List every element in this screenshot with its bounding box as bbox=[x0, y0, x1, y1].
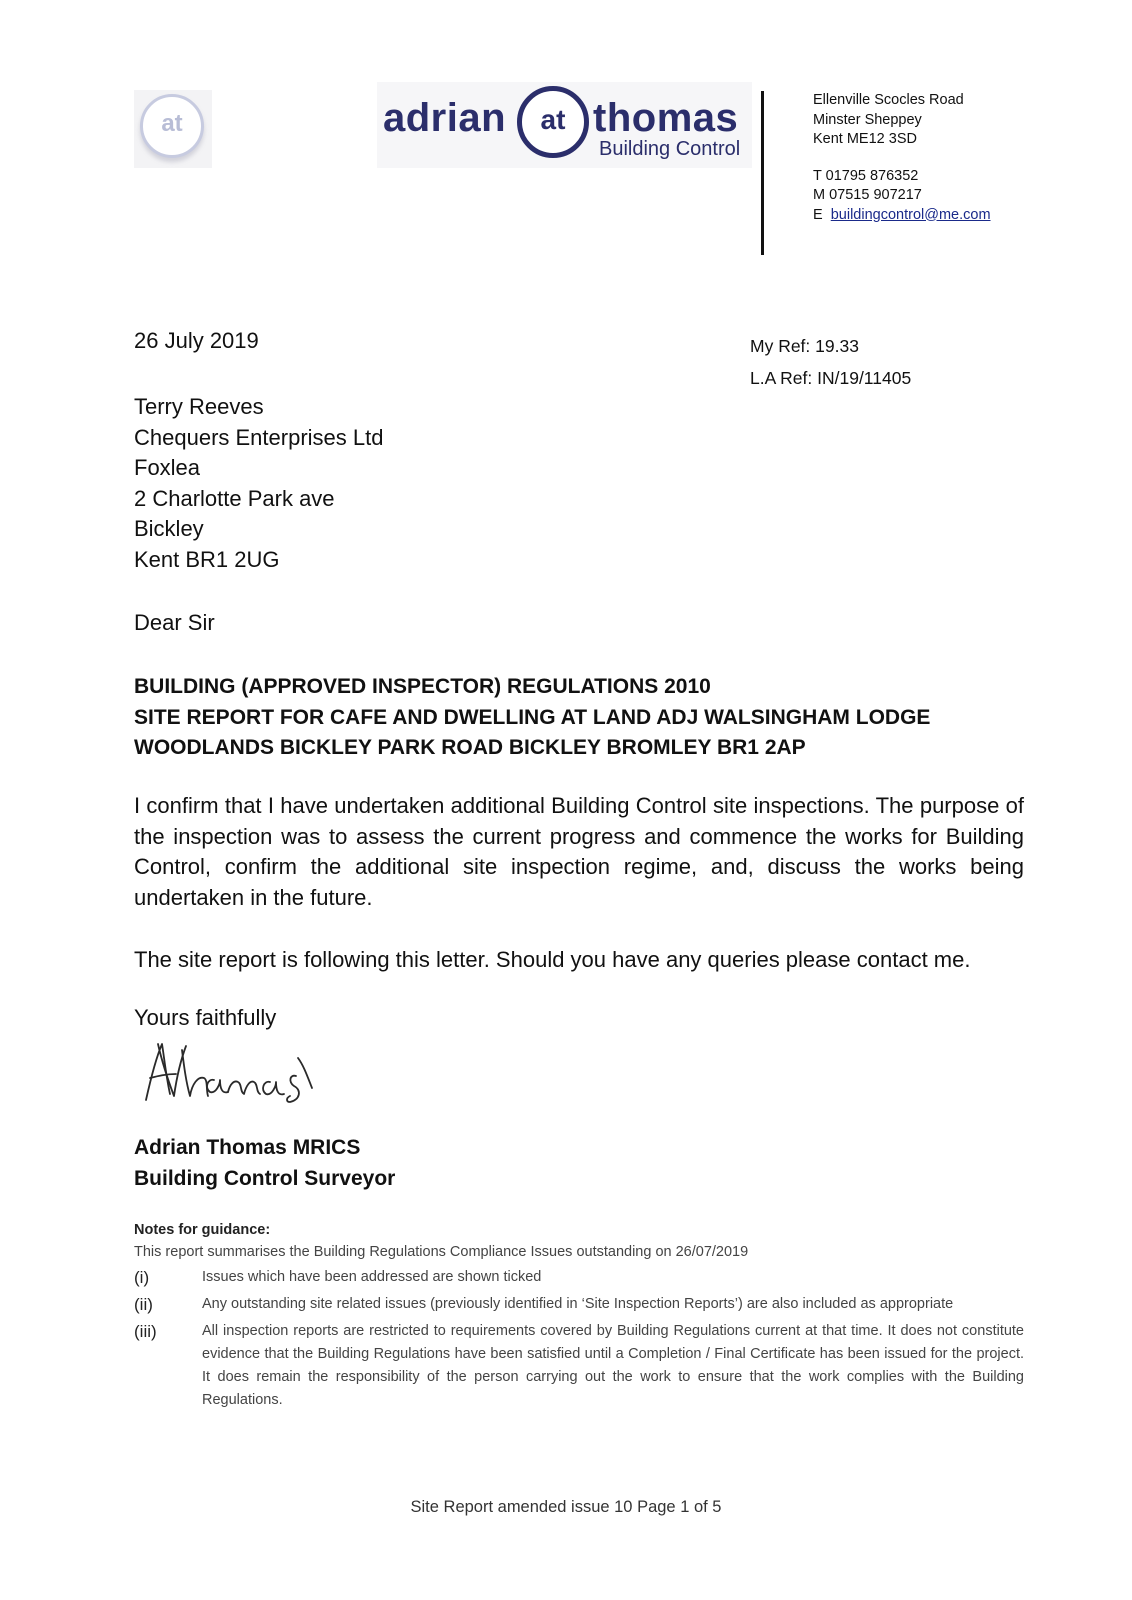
signatory-name: Adrian Thomas MRICS bbox=[134, 1136, 361, 1159]
my-ref: My Ref: 19.33 bbox=[750, 336, 859, 356]
logo-mark-text: at bbox=[540, 104, 566, 135]
recipient-line: Bickley bbox=[134, 516, 204, 541]
company-logo bbox=[377, 82, 752, 168]
notes-item-number: (i) bbox=[134, 1268, 150, 1287]
notes-item bbox=[134, 1320, 1024, 1412]
notes-item bbox=[134, 1293, 1024, 1316]
heading-line: WOODLANDS BICKLEY PARK ROAD BICKLEY BROMLEY BR1 2AP bbox=[134, 736, 806, 759]
header-divider bbox=[761, 91, 764, 255]
logo-name-right: thomas bbox=[593, 96, 739, 140]
heading-line: SITE REPORT FOR CAFE AND DWELLING AT LAND ADJ WALSINGHAM LODGE bbox=[134, 705, 931, 729]
notes-intro: This report summarises the Building Regulations Compliance Issues outstanding on 26/07/2019 bbox=[134, 1244, 749, 1260]
guidance-notes bbox=[134, 1222, 1024, 1416]
body-paragraph: I confirm that I have undertaken additional Building Control site inspections. The purpose of the inspection was to assess the current progress and commence the works for Building Control, confirm the additional site inspection regime, and, discuss the works being undertaken in the future. bbox=[134, 793, 1024, 910]
notes-item-text: All inspection reports are restricted to requirements covered by Building Regulations current at that time. It does not constitute evidence that the Building Regulations have been satisfied until a Completion / Final Certificate has been issued for the project. It does remain the responsibility of the person carrying out the work to ensure that the work complies with the Building Regulations. bbox=[202, 1323, 1024, 1408]
notes-item bbox=[134, 1266, 1024, 1289]
notes-item-number: (iii) bbox=[134, 1322, 157, 1341]
letter-heading bbox=[134, 672, 930, 764]
letter-date: 26 July 2019 bbox=[134, 328, 259, 353]
recipient-line: Terry Reeves bbox=[134, 394, 264, 419]
logo-subtitle: Building Control bbox=[599, 138, 741, 160]
la-ref: L.A Ref: IN/19/11405 bbox=[750, 368, 912, 388]
sender-address bbox=[813, 91, 991, 225]
small-logo bbox=[134, 90, 212, 168]
signatory bbox=[134, 1133, 395, 1194]
recipient-line: Chequers Enterprises Ltd bbox=[134, 424, 384, 450]
logo-mark bbox=[517, 86, 589, 158]
logo-name-left: adrian bbox=[383, 96, 507, 140]
small-logo-mark bbox=[140, 94, 204, 158]
heading-line: BUILDING (APPROVED INSPECTOR) REGULATIONS 2010 bbox=[134, 675, 711, 698]
closing: Yours faithfully bbox=[134, 1005, 277, 1030]
sender-address-line: Minster Sheppey bbox=[813, 111, 922, 128]
signatory-title: Building Control Surveyor bbox=[134, 1166, 396, 1190]
recipient-line: Foxlea bbox=[134, 455, 201, 480]
notes-item-number: (ii) bbox=[134, 1295, 153, 1314]
email-prefix: E bbox=[813, 206, 823, 223]
salutation: Dear Sir bbox=[134, 610, 215, 635]
signature bbox=[136, 1036, 332, 1108]
notes-title: Notes for guidance: bbox=[134, 1222, 271, 1238]
sender-mobile: M 07515 907217 bbox=[813, 187, 922, 203]
small-logo-text: at bbox=[161, 110, 183, 137]
page-footer: Site Report amended issue 10 Page 1 of 5 bbox=[410, 1498, 722, 1516]
recipient-address bbox=[134, 392, 383, 575]
sender-address-line: Ellenville Scocles Road bbox=[813, 92, 964, 108]
sender-address-line: Kent ME12 3SD bbox=[813, 131, 917, 147]
body-paragraph: The site report is following this letter. Should you have any queries please contact me. bbox=[134, 947, 971, 972]
notes-item-text: Issues which have been addressed are shown ticked bbox=[202, 1269, 542, 1285]
sender-phone: T 01795 876352 bbox=[813, 167, 919, 184]
recipient-line: Kent BR1 2UG bbox=[134, 546, 280, 572]
sender-email-row bbox=[813, 206, 991, 226]
notes-item-text: Any outstanding site related issues (previously identified in ‘Site Inspection Reports’) are also included as appropriate bbox=[202, 1296, 954, 1312]
reference-block bbox=[750, 330, 911, 394]
recipient-line: 2 Charlotte Park ave bbox=[134, 485, 335, 511]
email-link[interactable]: buildingcontrol@me.com bbox=[830, 206, 991, 223]
